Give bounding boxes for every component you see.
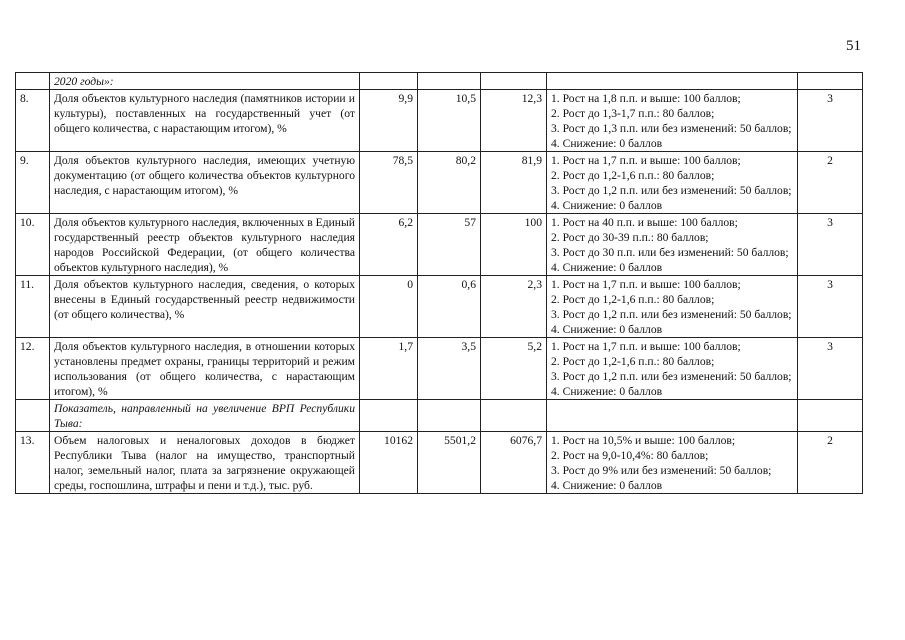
criteria-cell — [547, 276, 798, 338]
criteria-cell — [547, 152, 798, 214]
criterion: 4. Снижение: 0 баллов — [551, 261, 663, 274]
value-3: 81,9 — [481, 152, 547, 214]
header-row — [16, 73, 863, 90]
criterion: 1. Рост на 1,7 п.п. и выше: 100 баллов; — [551, 154, 741, 167]
row-number: 12. — [16, 338, 50, 400]
criterion: 4. Снижение: 0 баллов — [551, 199, 663, 212]
indicator-name: Объем налоговых и неналоговых доходов в бюджет Республики Тыва (налог на имущество, транспортный налог, земельный налог, плата за загрязнение окружающей среды, госпошлина, штрафы и пени и т.д.), тыс. руб. — [50, 432, 360, 494]
value-2: 5501,2 — [418, 432, 481, 494]
page-number: 51 — [846, 38, 861, 54]
criterion: 2. Рост на 9,0-10,4%: 80 баллов; — [551, 449, 709, 462]
value-1: 9,9 — [360, 90, 418, 152]
score: 3 — [798, 276, 863, 338]
value-1: 10162 — [360, 432, 418, 494]
indicator-name: Доля объектов культурного наследия, имеющих учетную документацию (от общего количества объектов культурного наследия, с нарастающим итогом), % — [50, 152, 360, 214]
criterion: 2. Рост до 1,2-1,6 п.п.: 80 баллов; — [551, 293, 715, 306]
value-1: 78,5 — [360, 152, 418, 214]
criteria-cell — [547, 338, 798, 400]
table-row — [16, 90, 863, 152]
value-3: 2,3 — [481, 276, 547, 338]
criterion: 2. Рост до 30-39 п.п.: 80 баллов; — [551, 231, 709, 244]
row-number: 9. — [16, 152, 50, 214]
value-1: 1,7 — [360, 338, 418, 400]
value-1: 0 — [360, 276, 418, 338]
table-row — [16, 152, 863, 214]
value-2: 57 — [418, 214, 481, 276]
score: 3 — [798, 214, 863, 276]
table-row — [16, 276, 863, 338]
score: 2 — [798, 432, 863, 494]
indicator-name: Доля объектов культурного наследия, в отношении которых установлены предмет охраны, границы территорий и режим использования (от общего количества, с нарастающим итогом), % — [50, 338, 360, 400]
value-3: 5,2 — [481, 338, 547, 400]
criterion: 1. Рост на 10,5% и выше: 100 баллов; — [551, 434, 736, 447]
criterion: 3. Рост до 9% или без изменений: 50 баллов; — [551, 464, 772, 477]
value-2: 80,2 — [418, 152, 481, 214]
row-number: 11. — [16, 276, 50, 338]
criteria-cell — [547, 90, 798, 152]
criteria-cell — [547, 432, 798, 494]
criterion: 3. Рост до 1,2 п.п. или без изменений: 50 баллов; — [551, 308, 792, 321]
score: 2 — [798, 152, 863, 214]
value-3: 100 — [481, 214, 547, 276]
criterion: 1. Рост на 1,7 п.п. и выше: 100 баллов; — [551, 278, 741, 291]
header-text: 2020 годы»: — [50, 73, 360, 90]
criterion: 4. Снижение: 0 баллов — [551, 479, 663, 492]
criterion: 2. Рост до 1,3-1,7 п.п.: 80 баллов; — [551, 107, 715, 120]
criterion: 3. Рост до 1,2 п.п. или без изменений: 50 баллов; — [551, 184, 792, 197]
criterion: 3. Рост до 30 п.п. или без изменений: 50 баллов; — [551, 246, 789, 259]
value-2: 10,5 — [418, 90, 481, 152]
criterion: 2. Рост до 1,2-1,6 п.п.: 80 баллов; — [551, 355, 715, 368]
criterion: 1. Рост на 1,8 п.п. и выше: 100 баллов; — [551, 92, 741, 105]
value-1: 6,2 — [360, 214, 418, 276]
rows-body — [16, 90, 863, 400]
criterion: 4. Снижение: 0 баллов — [551, 385, 663, 398]
row-number: 13. — [16, 432, 50, 494]
row-number: 10. — [16, 214, 50, 276]
criterion: 4. Снижение: 0 баллов — [551, 137, 663, 150]
criterion: 1. Рост на 1,7 п.п. и выше: 100 баллов; — [551, 340, 741, 353]
table-row — [16, 338, 863, 400]
criterion: 2. Рост до 1,2-1,6 п.п.: 80 баллов; — [551, 169, 715, 182]
criterion: 3. Рост до 1,2 п.п. или без изменений: 50 баллов; — [551, 370, 792, 383]
indicators-table — [15, 72, 863, 494]
criterion: 1. Рост на 40 п.п. и выше: 100 баллов; — [551, 216, 738, 229]
value-2: 0,6 — [418, 276, 481, 338]
value-2: 3,5 — [418, 338, 481, 400]
criterion: 4. Снижение: 0 баллов — [551, 323, 663, 336]
value-3: 6076,7 — [481, 432, 547, 494]
criteria-cell — [547, 214, 798, 276]
indicator-name: Доля объектов культурного наследия, сведения, о которых внесены в Единый государственный реестр недвижимости (от общего количества), % — [50, 276, 360, 338]
section-row — [16, 400, 863, 432]
num-cell — [16, 73, 50, 90]
score: 3 — [798, 338, 863, 400]
score: 3 — [798, 90, 863, 152]
indicator-name: Доля объектов культурного наследия, включенных в Единый государственный реестр объектов культурного наследия народов Российской Федерации, (от общего количества объектов культурного наследия), % — [50, 214, 360, 276]
criterion: 3. Рост до 1,3 п.п. или без изменений: 50 баллов; — [551, 122, 792, 135]
value-3: 12,3 — [481, 90, 547, 152]
table-row — [16, 214, 863, 276]
indicator-name: Доля объектов культурного наследия (памятников истории и культуры), поставленных на государственный учет (от общего количества, с нарастающим итогом), % — [50, 90, 360, 152]
row-number: 8. — [16, 90, 50, 152]
section-heading: Показатель, направленный на увеличение ВРП Республики Тыва: — [50, 400, 360, 432]
table-row — [16, 432, 863, 494]
